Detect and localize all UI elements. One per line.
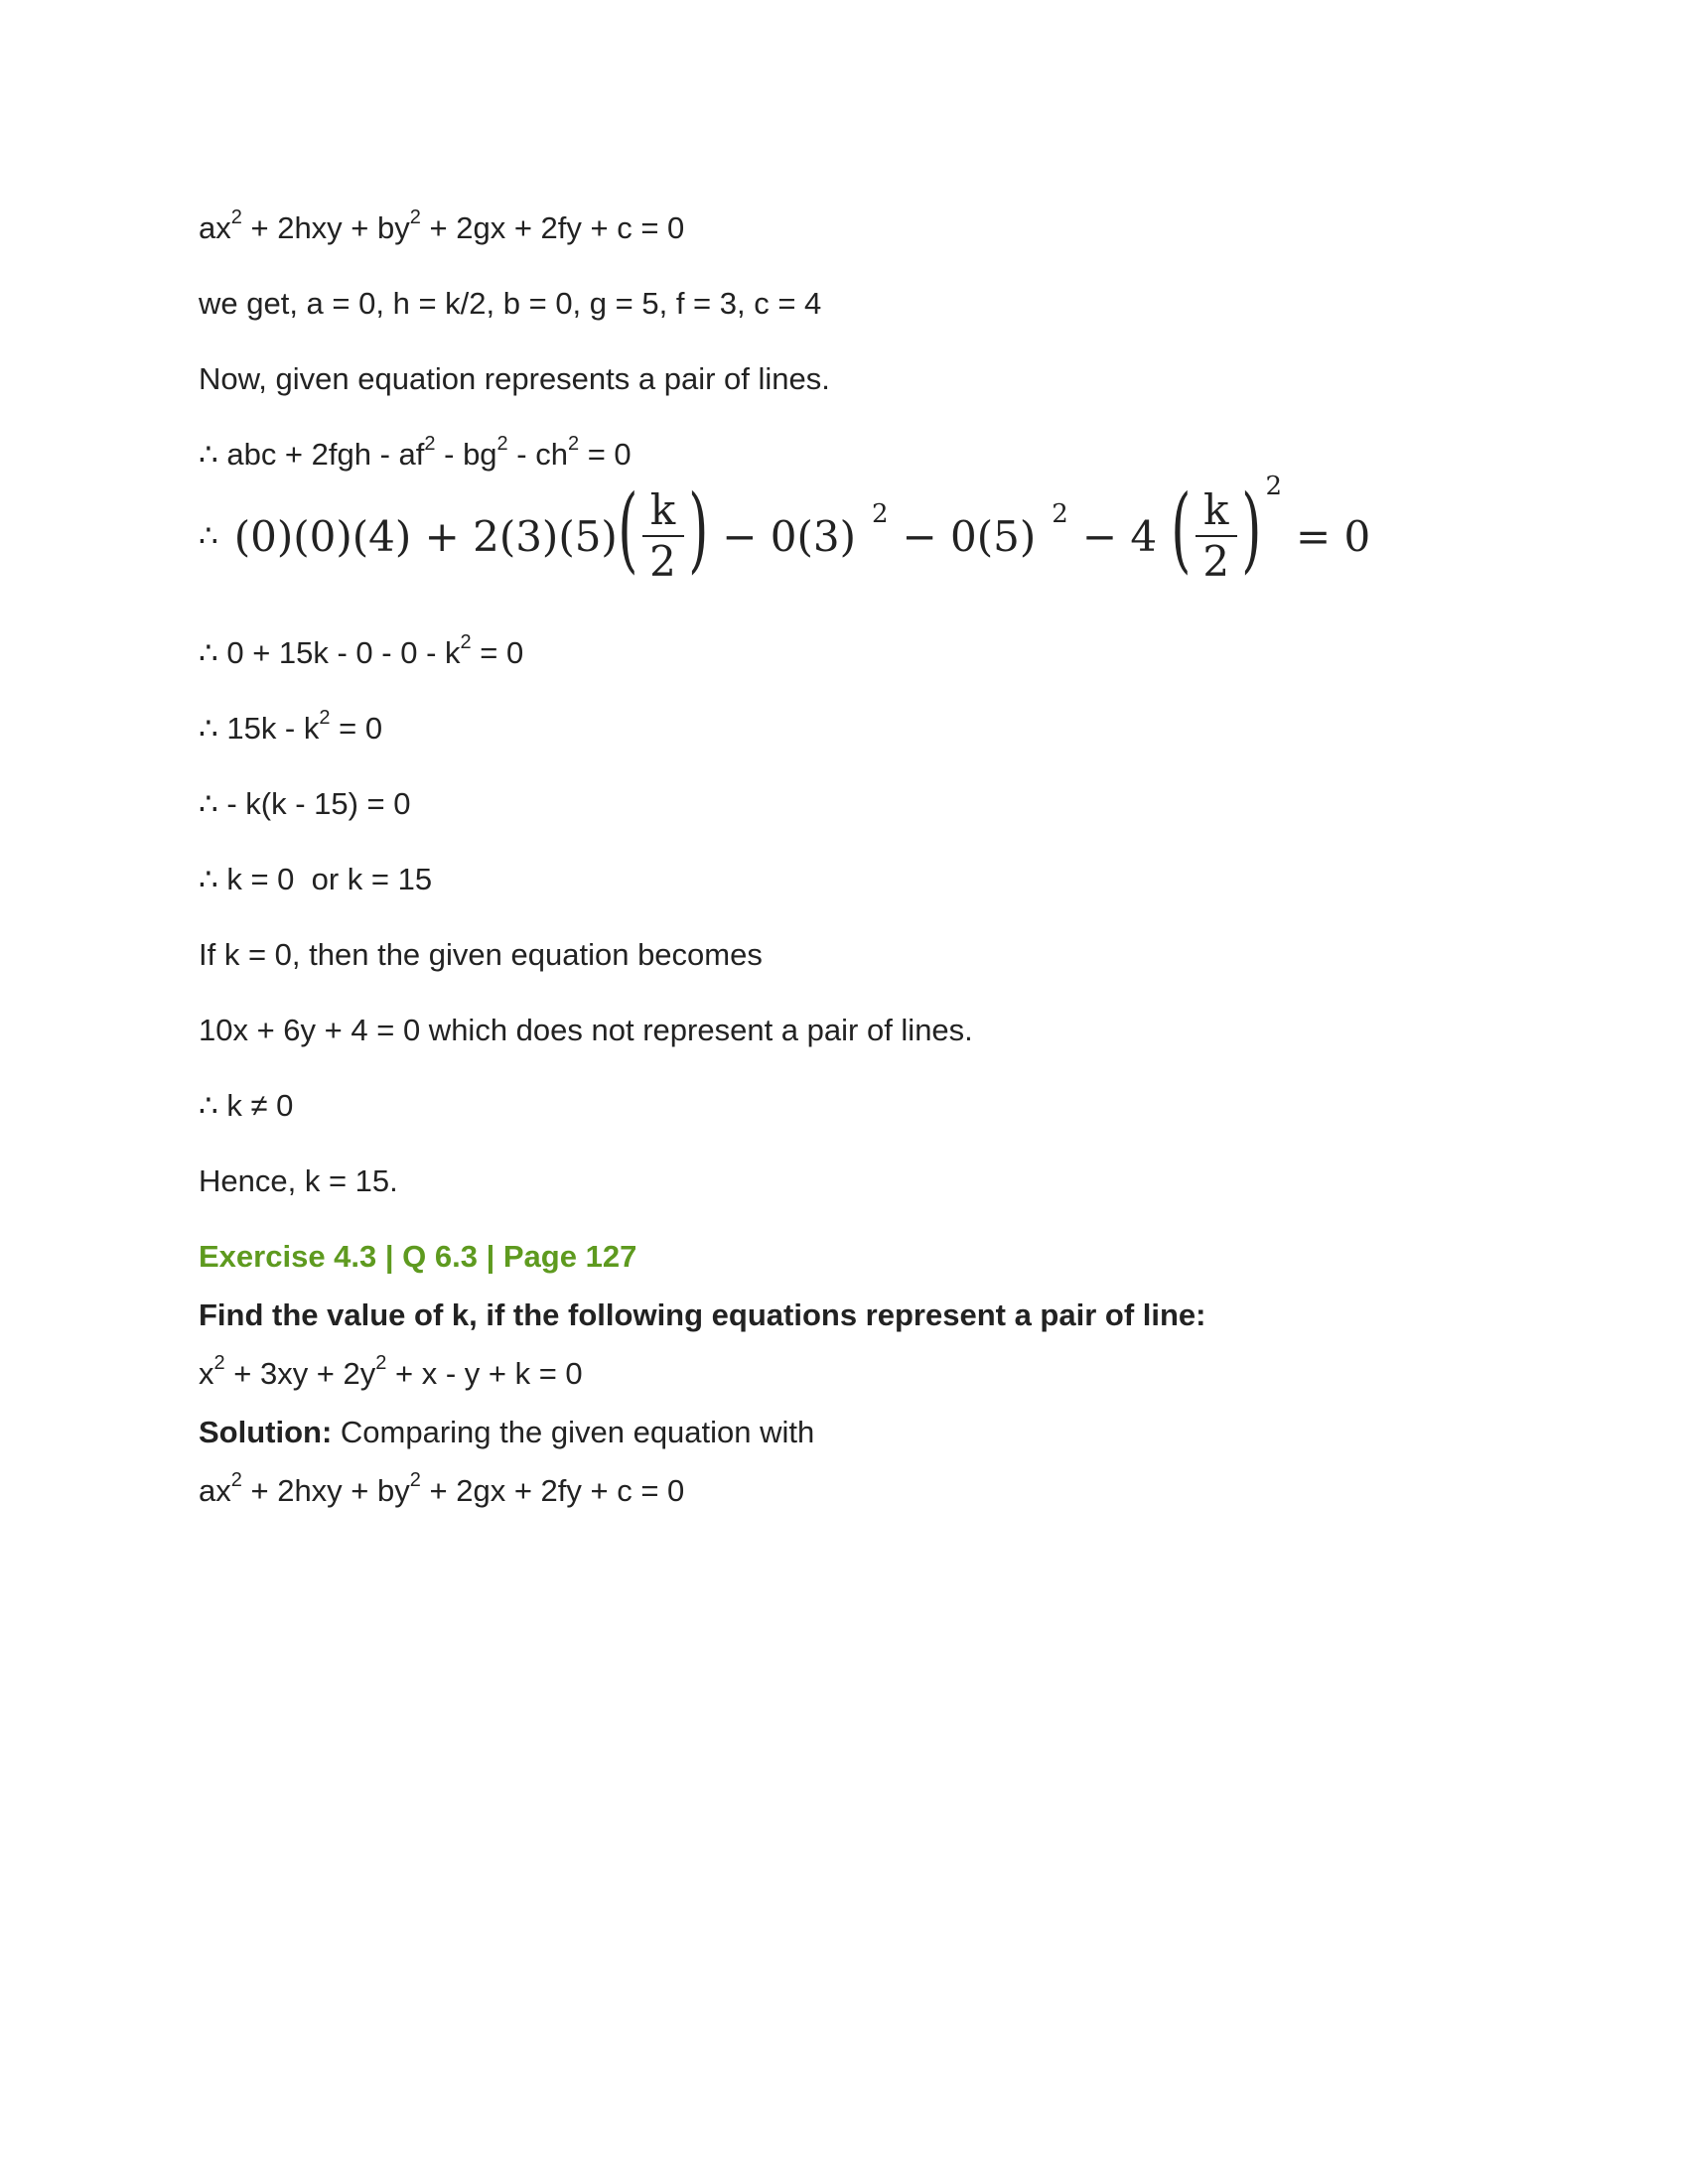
step-roots: ∴ k = 0 or k = 15 bbox=[199, 862, 433, 896]
substitution-term-1: (0)(0)(4) + 2(3)(5) bbox=[233, 511, 618, 561]
solution-line bbox=[199, 1413, 1489, 1452]
case-k-zero-result: 10x + 6y + 4 = 0 which does not represent a pair of lines. bbox=[199, 1013, 973, 1047]
case-k-zero: If k = 0, then the given equation becomes bbox=[199, 937, 763, 972]
document-page bbox=[199, 205, 1489, 1511]
exercise-heading: Exercise 4.3 | Q 6.3 | Page 127 bbox=[199, 1239, 637, 1274]
left-paren: ( bbox=[618, 476, 638, 584]
general-equation: $ax^2 + 2hxy + by^2 + 2gx + 2fy + c = 0$ bbox=[199, 205, 685, 245]
pair-of-lines-statement: Now, given equation represents a pair of lines. bbox=[199, 361, 830, 396]
right-paren: ) bbox=[687, 476, 708, 584]
general-equation-repeat: $ax^2 + 2hxy + by^2 + 2gx + 2fy + c = 0$ bbox=[199, 1468, 685, 1508]
solution-text: Comparing the given equation with bbox=[332, 1415, 815, 1449]
substitution-term-2: − 0(3) bbox=[722, 511, 856, 561]
substituted-equation: ∴ (0)(0)(4) + 2(3)(5) ( $\frac{k}{2}$ ) − 0(3) 2 − 0(5) 2 − 4 ( $\frac{k}{2}$ ) 2 = 0 bbox=[199, 472, 1371, 586]
outer-exponent: 2 bbox=[1265, 472, 1283, 501]
step-factor: ∴ - k(k - 15) = 0 bbox=[199, 786, 411, 821]
equals-zero: = 0 bbox=[1296, 511, 1371, 561]
substitution-term-3: − 0(5) bbox=[902, 511, 1037, 561]
solution-label: Solution: bbox=[199, 1415, 333, 1449]
step-simplify-1: ∴ $0 + 15k - 0 - 0 - k^2 = 0$ bbox=[199, 630, 524, 670]
final-answer: Hence, k = 15. bbox=[199, 1163, 398, 1198]
step-simplify-2: ∴ $15k - k^2 = 0$ bbox=[199, 706, 383, 746]
question-equation: $x^2 + 3xy + 2y^2 + x - y + k = 0$ bbox=[199, 1351, 583, 1391]
fraction-k-over-2: $\frac{k}{2}$ bbox=[642, 488, 684, 584]
question-text: Find the value of k, if the following equations represent a pair of line: bbox=[199, 1297, 1206, 1332]
determinant-condition: ∴ abc + $2fgh - af^2 - bg^2 - ch^2 = 0$ bbox=[199, 432, 632, 472]
coefficient-values: we get, a = 0, h = k/2, b = 0, g = 5, f = 3, c = 4 bbox=[199, 286, 822, 321]
k-not-zero: ∴ k ≠ 0 bbox=[199, 1088, 294, 1123]
right-paren-2: ) bbox=[1241, 476, 1262, 584]
fraction-k-over-2-second: $\frac{k}{2}$ bbox=[1196, 488, 1237, 584]
therefore-symbol: ∴ bbox=[199, 518, 218, 553]
left-paren-2: ( bbox=[1171, 476, 1192, 584]
substitution-term-4: − 4 bbox=[1081, 511, 1158, 561]
